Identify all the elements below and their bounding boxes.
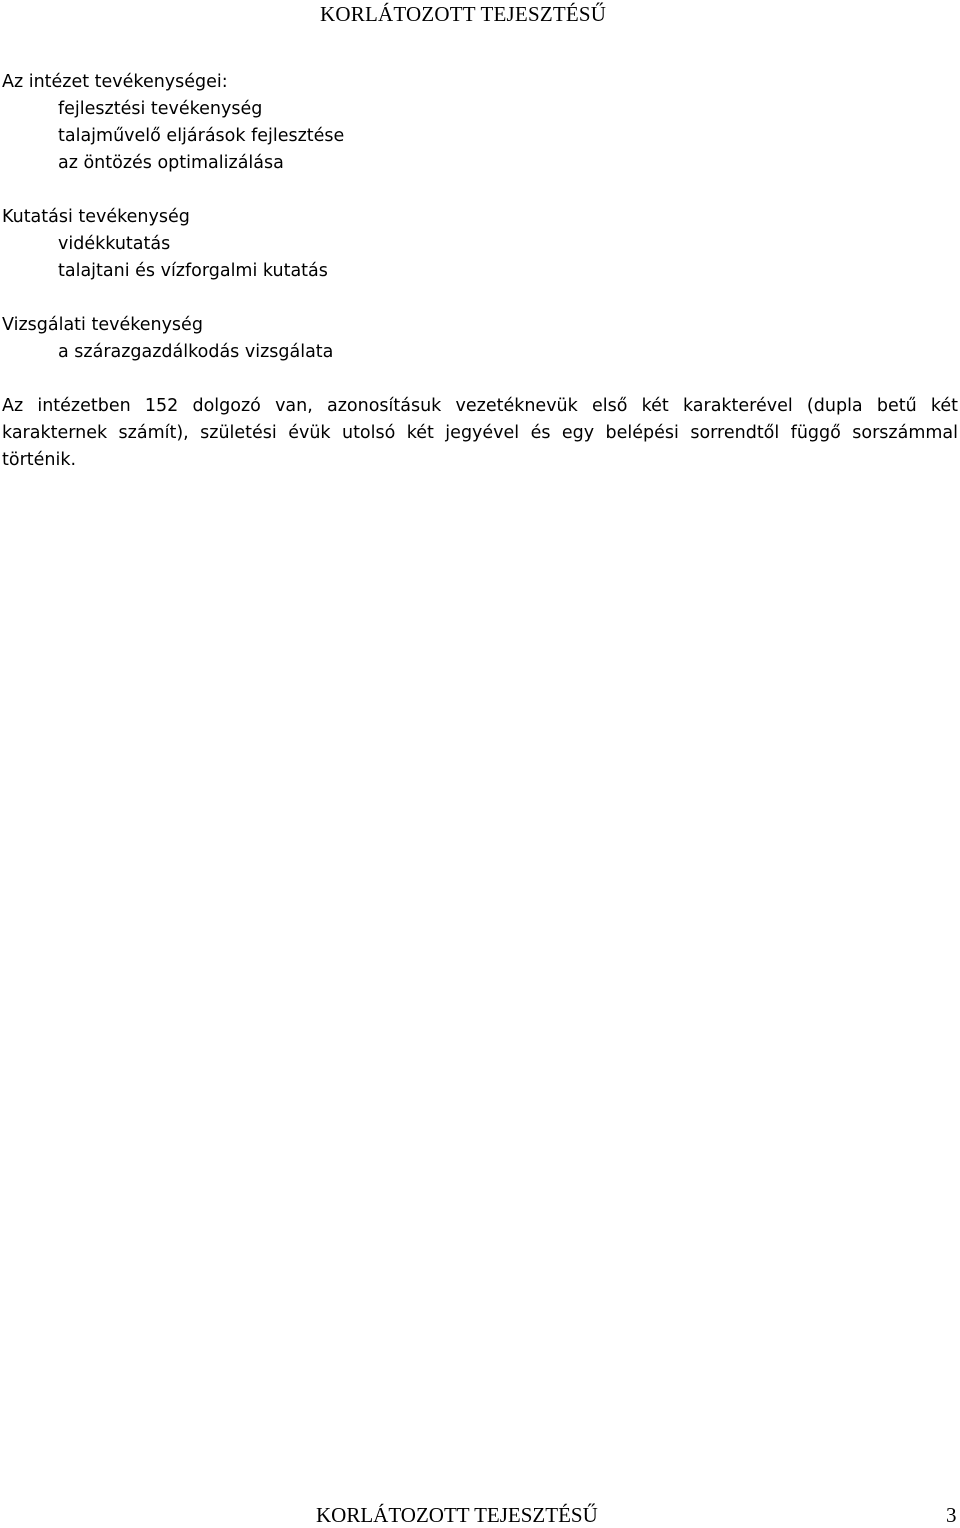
- list-item: vidékkutatás: [58, 234, 171, 254]
- document-body: [2, 69, 958, 474]
- list-item: talajművelő eljárások fejlesztése: [58, 126, 345, 146]
- list-item: fejlesztési tevékenység: [58, 99, 263, 119]
- page-footer: [316, 1503, 958, 1528]
- list-item: talajtani és vízforgalmi kutatás: [58, 261, 328, 281]
- section-heading: Kutatási tevékenység: [2, 207, 190, 227]
- section-research: [2, 204, 958, 285]
- body-paragraph: Az intézetben 152 dolgozó van, azonosításuk vezetéknevük első két karakterével (dupla betű két karakternek számít), születési évük utolsó két jegyével és egy belépési sorrendtől függő sorszámmal történik.: [2, 396, 958, 470]
- page-number: 3: [946, 1503, 957, 1527]
- list-item: az öntözés optimalizálása: [58, 153, 284, 173]
- section-testing: [2, 312, 958, 366]
- footer-title: KORLÁTOZOTT TEJESZTÉSŰ: [316, 1503, 598, 1527]
- section-activities: [2, 69, 958, 177]
- section-heading: Az intézet tevékenységei:: [2, 72, 228, 92]
- section-heading: Vizsgálati tevékenység: [2, 315, 203, 335]
- list-item: a szárazgazdálkodás vizsgálata: [58, 342, 334, 362]
- page-header: KORLÁTOZOTT TEJESZTÉSŰ: [320, 2, 607, 26]
